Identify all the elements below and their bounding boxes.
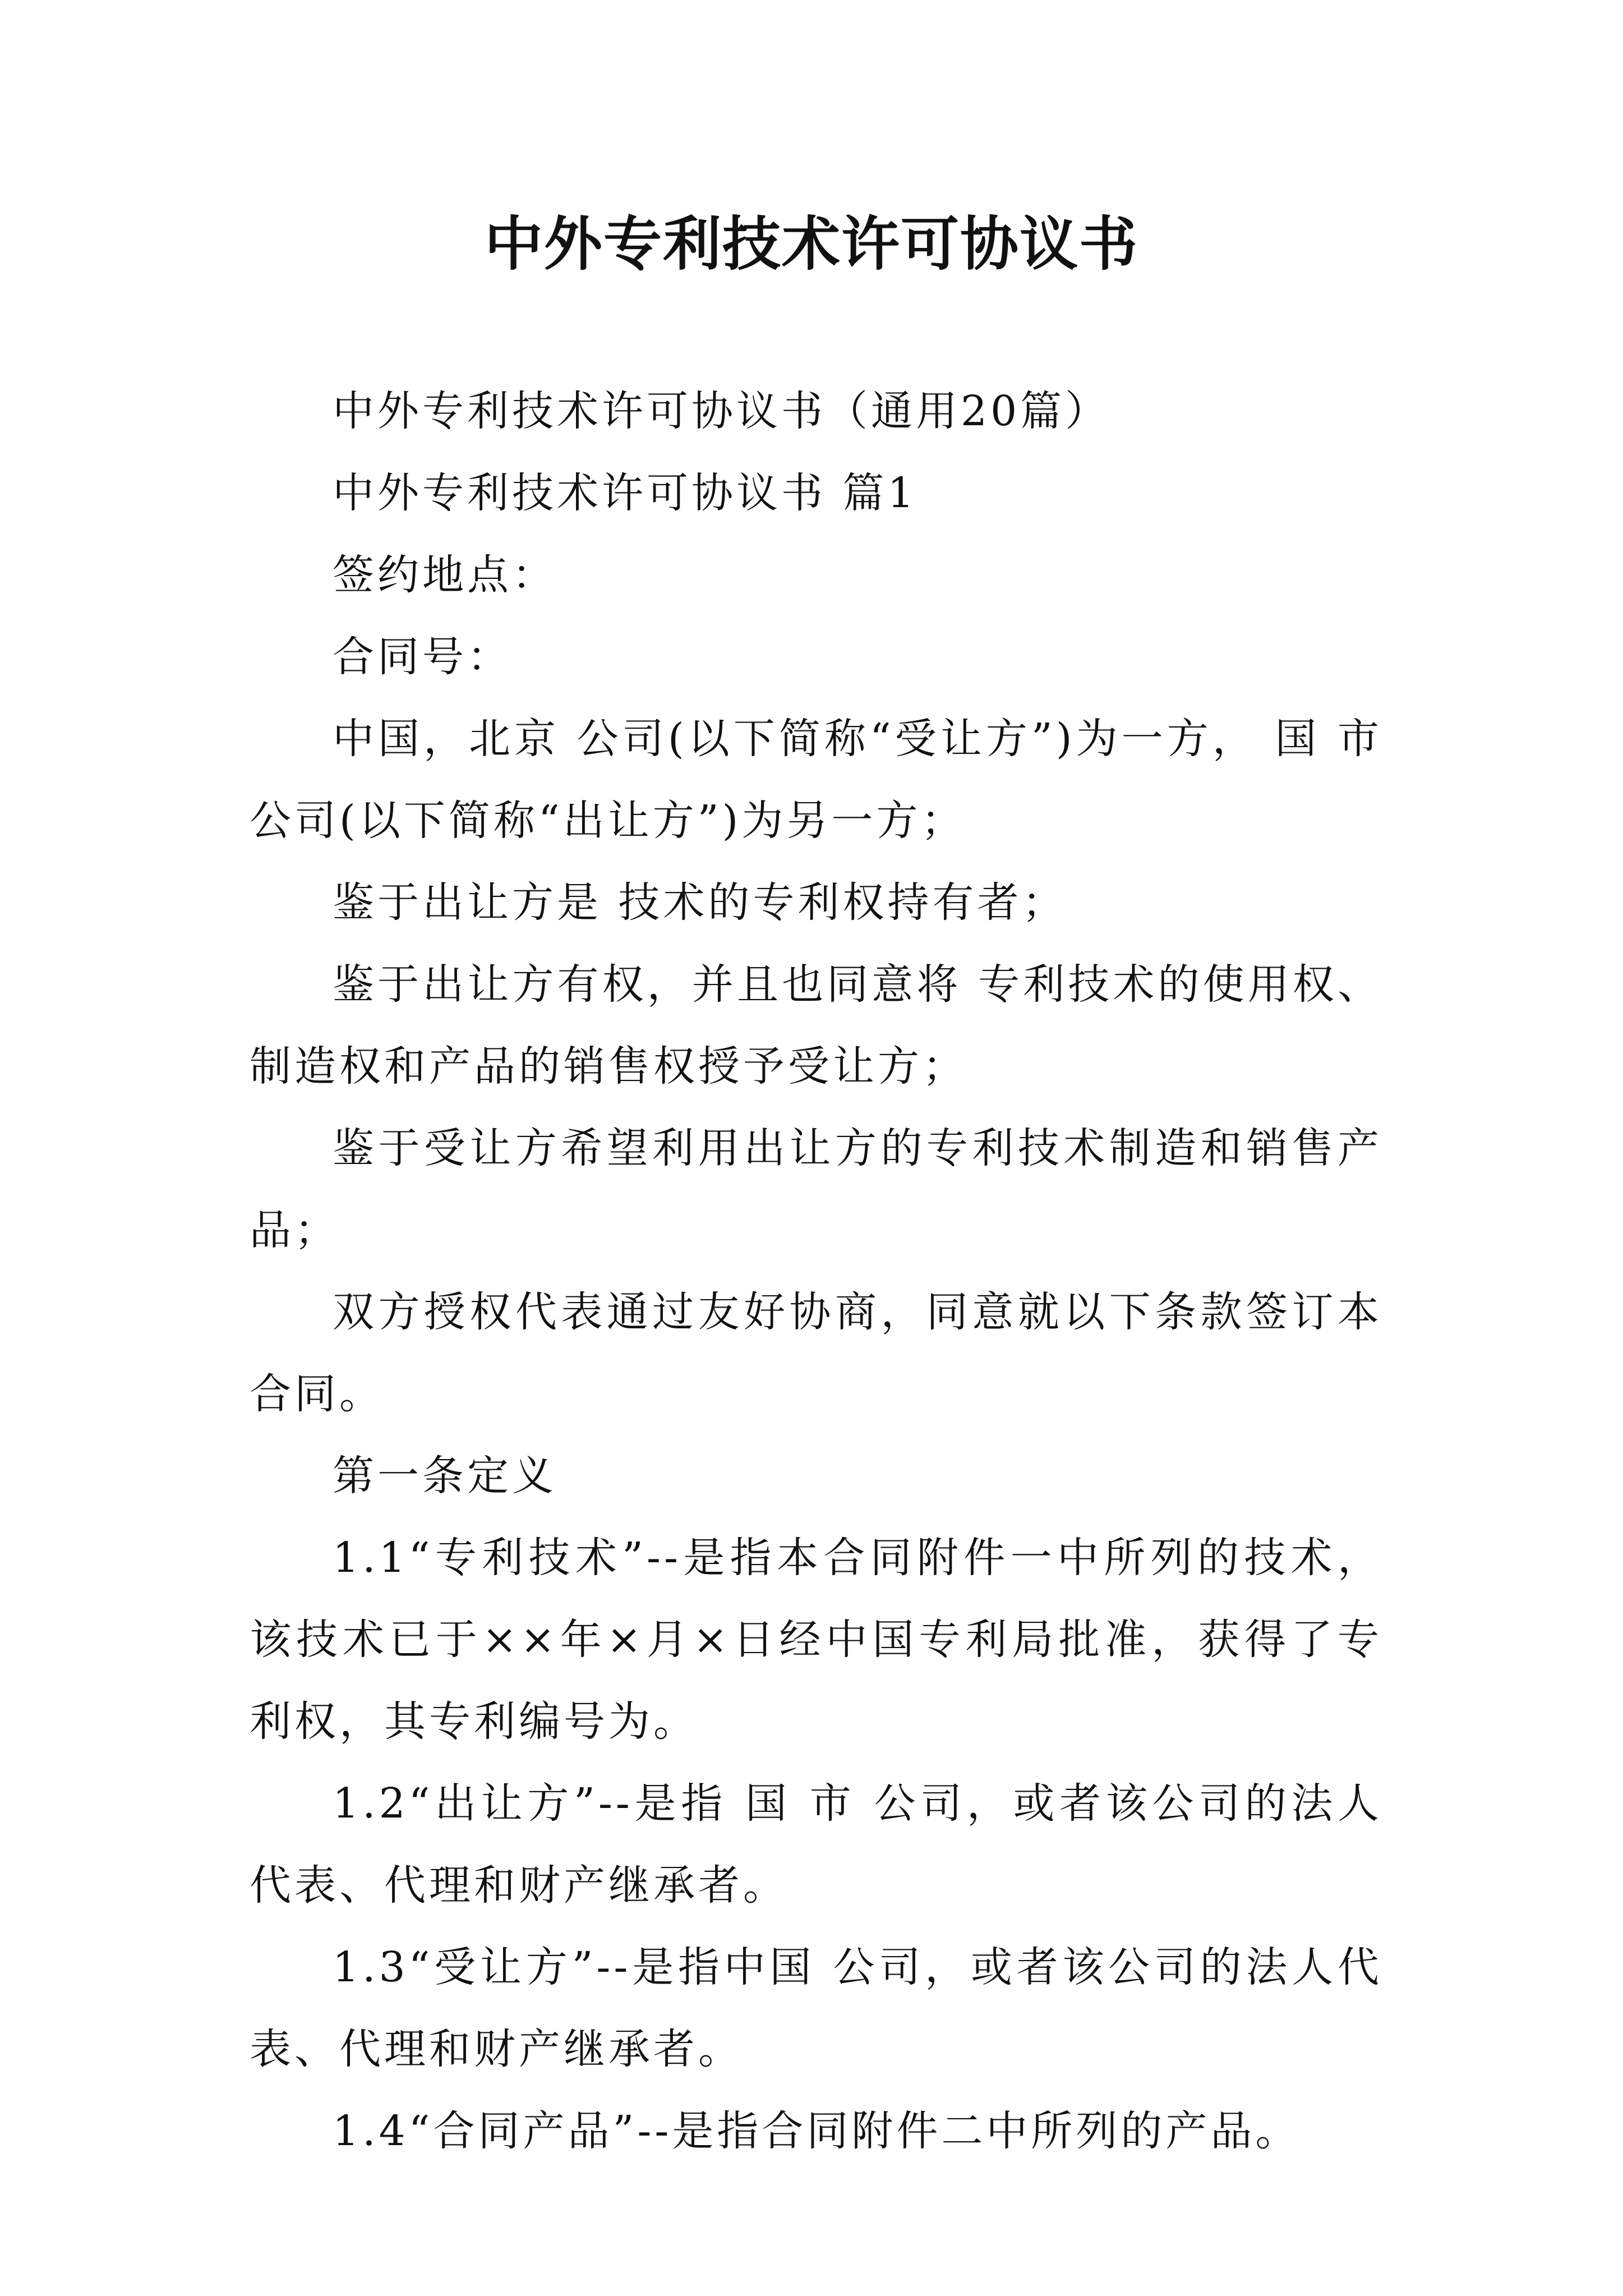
paragraph-contract-number: 合同号： xyxy=(333,633,512,681)
paragraph-section-heading: 中外专利技术许可协议书 篇1 xyxy=(333,469,917,517)
paragraph-parties: 中国，北京 公司(以下简称“受让方”)为一方， 国 市 公司(以下简称“出让方”)为另一方； xyxy=(250,715,1382,845)
paragraph-subtitle: 中外专利技术许可协议书（通用20篇） xyxy=(333,387,1110,435)
paragraph-whereas-2: 鉴于出让方有权，并且也同意将 专利技术的使用权、制造权和产品的销售权授予受让方； xyxy=(250,960,1382,1091)
paragraph-agreement: 双方授权代表通过友好协商，同意就以下条款签订本合同。 xyxy=(250,1288,1382,1418)
paragraph-whereas-3: 鉴于受让方希望利用出让方的专利技术制造和销售产品； xyxy=(250,1124,1382,1254)
paragraph-clause-1-1: 1.1“专利技术”--是指本合同附件一中所列的技术，该技术已于××年×月×日经中国专利局批准，获得了专利权，其专利编号为。 xyxy=(250,1534,1382,1746)
paragraph-clause-1-3: 1.3“受让方”--是指中国 公司，或者该公司的法人代表、代理和财产继承者。 xyxy=(250,1943,1382,2073)
document-body xyxy=(250,370,1382,2172)
document-title: 中外专利技术许可协议书 xyxy=(484,210,1138,278)
paragraph-signing-place: 签约地点： xyxy=(333,551,557,599)
paragraph-article-1-heading: 第一条定义 xyxy=(333,1452,557,1500)
paragraph-clause-1-2: 1.2“出让方”--是指 国 市 公司，或者该公司的法人代表、代理和财产继承者。 xyxy=(250,1779,1382,1910)
paragraph-whereas-1: 鉴于出让方是 技术的专利权持有者； xyxy=(333,878,1067,927)
paragraph-clause-1-4: 1.4“合同产品”--是指合同附件二中所列的产品。 xyxy=(333,2107,1301,2155)
